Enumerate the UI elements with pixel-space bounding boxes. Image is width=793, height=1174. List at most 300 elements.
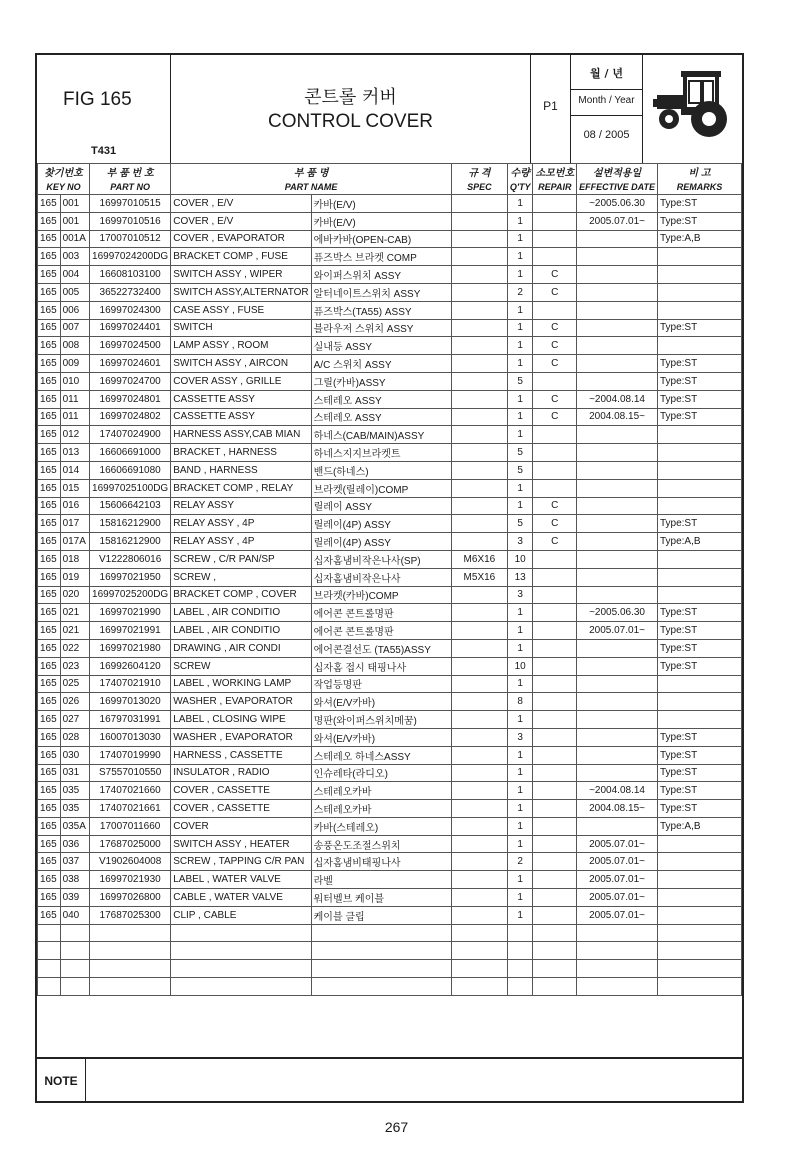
fig-title: FIG 165 (63, 89, 132, 110)
part-name-korean: 하네스지지브라켓트 (311, 444, 451, 462)
part-name-english: LABEL , AIR CONDITIO (171, 604, 311, 622)
part-number: 16997026800 (90, 889, 171, 907)
part-name-english: HARNESS ASSY,CAB MIAN (171, 426, 311, 444)
part-name-english: BAND , HARNESS (171, 461, 311, 479)
spec (451, 408, 507, 426)
key-prefix: 165 (38, 906, 61, 924)
key-number: 011 (60, 390, 89, 408)
table-row (38, 728, 742, 746)
part-number (90, 960, 171, 978)
spec (451, 960, 507, 978)
key-number: 030 (60, 746, 89, 764)
col-remarks-ko: 비 고 (657, 164, 741, 180)
effective-date (577, 337, 658, 355)
part-name-korean: 브라켓(릴레이)COMP (311, 479, 451, 497)
part-name-english: COVER , CASSETTE (171, 782, 311, 800)
part-name-korean: 케이블 클립 (311, 906, 451, 924)
key-number: 026 (60, 693, 89, 711)
spec (451, 461, 507, 479)
effective-date (577, 924, 658, 942)
effective-date (577, 942, 658, 960)
col-name-en: PART NAME (171, 179, 452, 195)
repair-code (533, 586, 577, 604)
effective-date (577, 301, 658, 319)
table-row (38, 497, 742, 515)
part-number: 16997021990 (90, 604, 171, 622)
remarks: Type:ST (657, 319, 741, 337)
part-number: 17687025300 (90, 906, 171, 924)
effective-date (577, 515, 658, 533)
quantity: 1 (507, 764, 533, 782)
col-name-ko: 부 품 명 (171, 164, 452, 180)
col-qty-en: Q'TY (507, 179, 533, 195)
remarks (657, 283, 741, 301)
key-prefix: 165 (38, 693, 61, 711)
quantity: 1 (507, 230, 533, 248)
repair-code: C (533, 266, 577, 284)
part-name-english: RELAY ASSY , 4P (171, 533, 311, 551)
quantity: 10 (507, 550, 533, 568)
col-key-en: KEY NO (38, 179, 90, 195)
key-number: 017A (60, 533, 89, 551)
quantity: 10 (507, 657, 533, 675)
remarks: Type:ST (657, 372, 741, 390)
model-code: T431 (91, 145, 117, 157)
part-name-english (171, 924, 311, 942)
parts-table (37, 163, 742, 996)
effective-date (577, 764, 658, 782)
part-number (90, 978, 171, 996)
part-number: 16997024802 (90, 408, 171, 426)
quantity: 1 (507, 248, 533, 266)
repair-code (533, 817, 577, 835)
part-number: 16606691080 (90, 461, 171, 479)
repair-code (533, 426, 577, 444)
part-number: 16992604120 (90, 657, 171, 675)
quantity: 1 (507, 711, 533, 729)
quantity: 1 (507, 622, 533, 640)
title-english: CONTROL COVER (267, 111, 434, 132)
remarks (657, 266, 741, 284)
part-number: 16997010515 (90, 195, 171, 213)
key-number: 038 (60, 871, 89, 889)
part-name-english: SCREW , C/R PAN/SP (171, 550, 311, 568)
table-row (38, 782, 742, 800)
part-name-english: SWITCH ASSY , WIPER (171, 266, 311, 284)
quantity (507, 978, 533, 996)
part-name-korean: 십자홈냄비작은나사 (311, 568, 451, 586)
col-qty-ko: 수량 (507, 164, 533, 180)
remarks: Type:ST (657, 408, 741, 426)
quantity: 5 (507, 461, 533, 479)
part-name-korean: 릴레이(4P) ASSY (311, 515, 451, 533)
date-label-korean: 월 / 년 (590, 67, 623, 80)
repair-code (533, 889, 577, 907)
part-name-english: LABEL , CLOSING WIPE (171, 711, 311, 729)
table-row (38, 693, 742, 711)
key-number: 001A (60, 230, 89, 248)
effective-date (577, 355, 658, 373)
quantity: 13 (507, 568, 533, 586)
key-prefix (38, 978, 61, 996)
effective-date (577, 479, 658, 497)
part-name-korean: 작업등명판 (311, 675, 451, 693)
remarks (657, 426, 741, 444)
quantity: 1 (507, 835, 533, 853)
table-row (38, 355, 742, 373)
key-prefix: 165 (38, 728, 61, 746)
part-number: 15606642103 (90, 497, 171, 515)
part-name-korean: 하네스(CAB/MAIN)ASSY (311, 426, 451, 444)
table-row (38, 746, 742, 764)
remarks (657, 337, 741, 355)
quantity: 1 (507, 746, 533, 764)
key-number: 020 (60, 586, 89, 604)
remarks: Type:ST (657, 728, 741, 746)
key-prefix: 165 (38, 212, 61, 230)
remarks (657, 248, 741, 266)
key-prefix: 165 (38, 853, 61, 871)
effective-date (577, 319, 658, 337)
key-prefix: 165 (38, 337, 61, 355)
part-name-korean: 릴레이 ASSY (311, 497, 451, 515)
part-name-english: COVER , E/V (171, 195, 311, 213)
part-name-english: CASSETTE ASSY (171, 390, 311, 408)
part-name-korean: 브라켓(카바)COMP (311, 586, 451, 604)
page-number: 267 (384, 1119, 409, 1135)
table-row (38, 444, 742, 462)
effective-date: 2005.07.01~ (577, 906, 658, 924)
spec (451, 248, 507, 266)
effective-date (577, 497, 658, 515)
remarks (657, 586, 741, 604)
effective-date: 2005.07.01~ (577, 853, 658, 871)
remarks (657, 461, 741, 479)
part-name-english: COVER , CASSETTE (171, 800, 311, 818)
repair-code (533, 960, 577, 978)
part-number: 15816212900 (90, 515, 171, 533)
key-number: 017 (60, 515, 89, 533)
effective-date (577, 230, 658, 248)
key-prefix: 165 (38, 639, 61, 657)
repair-code: C (533, 497, 577, 515)
effective-date (577, 960, 658, 978)
remarks (657, 568, 741, 586)
table-row (38, 550, 742, 568)
remarks: Type:ST (657, 782, 741, 800)
effective-date (577, 426, 658, 444)
spec (451, 355, 507, 373)
part-number: 16997025200DG (90, 586, 171, 604)
key-number: 021 (60, 604, 89, 622)
repair-code (533, 622, 577, 640)
repair-code (533, 800, 577, 818)
part-name-english: COVER , EVAPORATOR (171, 230, 311, 248)
table-row (38, 871, 742, 889)
key-number: 008 (60, 337, 89, 355)
spec (451, 782, 507, 800)
spec (451, 426, 507, 444)
table-row (38, 978, 742, 996)
table-row (38, 604, 742, 622)
repair-code (533, 461, 577, 479)
effective-date (577, 248, 658, 266)
page-code-cell (531, 55, 571, 163)
part-name-english: DRAWING , AIR CONDI (171, 639, 311, 657)
effective-date: 2005.07.01~ (577, 622, 658, 640)
key-number: 027 (60, 711, 89, 729)
quantity: 1 (507, 479, 533, 497)
part-name-english: LABEL , WATER VALVE (171, 871, 311, 889)
part-name-korean: 릴레이(4P) ASSY (311, 533, 451, 551)
key-prefix: 165 (38, 746, 61, 764)
parts-sheet (35, 53, 744, 1103)
remarks (657, 871, 741, 889)
key-number: 021 (60, 622, 89, 640)
key-prefix: 165 (38, 622, 61, 640)
table-row (38, 889, 742, 907)
part-name-korean: 스테레오 ASSY (311, 390, 451, 408)
part-name-korean: 블라우저 스위치 ASSY (311, 319, 451, 337)
key-prefix: 165 (38, 568, 61, 586)
spec (451, 372, 507, 390)
repair-code (533, 711, 577, 729)
repair-code (533, 568, 577, 586)
quantity: 5 (507, 515, 533, 533)
key-prefix: 165 (38, 372, 61, 390)
spec: M5X16 (451, 568, 507, 586)
repair-code: C (533, 533, 577, 551)
effective-date (577, 978, 658, 996)
part-number: 16997013020 (90, 693, 171, 711)
part-name-korean: 에바카바(OPEN-CAB) (311, 230, 451, 248)
title-korean: 콘트롤 커버 (304, 87, 397, 108)
effective-date (577, 586, 658, 604)
key-number: 001 (60, 212, 89, 230)
spec (451, 604, 507, 622)
quantity: 1 (507, 337, 533, 355)
part-name-english: LABEL , WORKING LAMP (171, 675, 311, 693)
key-prefix: 165 (38, 835, 61, 853)
remarks: Type:ST (657, 622, 741, 640)
remarks: Type:ST (657, 639, 741, 657)
part-number: 16997021930 (90, 871, 171, 889)
part-name-english: LAMP ASSY , ROOM (171, 337, 311, 355)
quantity: 1 (507, 497, 533, 515)
key-prefix: 165 (38, 444, 61, 462)
key-prefix: 165 (38, 461, 61, 479)
table-row (38, 568, 742, 586)
effective-date (577, 728, 658, 746)
remarks: Type:ST (657, 355, 741, 373)
key-number: 037 (60, 853, 89, 871)
key-number: 022 (60, 639, 89, 657)
repair-code (533, 212, 577, 230)
part-name-english: CABLE , WATER VALVE (171, 889, 311, 907)
part-number: 16797031991 (90, 711, 171, 729)
part-number: V1222806016 (90, 550, 171, 568)
header-row-korean (38, 164, 742, 180)
remarks: Type:ST (657, 212, 741, 230)
part-name-korean: 스테레오카바 (311, 782, 451, 800)
part-name-korean (311, 960, 451, 978)
part-name-english: WASHER , EVAPORATOR (171, 693, 311, 711)
part-name-korean: 라벨 (311, 871, 451, 889)
remarks (657, 444, 741, 462)
quantity: 2 (507, 283, 533, 301)
remarks (657, 301, 741, 319)
part-name-korean: 카바(E/V) (311, 195, 451, 213)
part-name-korean: 밴드(하네스) (311, 461, 451, 479)
part-name-korean: 그릴(카바)ASSY (311, 372, 451, 390)
table-row (38, 461, 742, 479)
part-name-english: WASHER , EVAPORATOR (171, 728, 311, 746)
spec (451, 444, 507, 462)
part-number: 16997024500 (90, 337, 171, 355)
key-prefix: 165 (38, 301, 61, 319)
part-number: 17407024900 (90, 426, 171, 444)
key-prefix: 165 (38, 675, 61, 693)
key-prefix: 165 (38, 515, 61, 533)
part-name-korean: 퓨즈박스 브라켓 COMP (311, 248, 451, 266)
quantity: 1 (507, 800, 533, 818)
key-prefix: 165 (38, 871, 61, 889)
key-prefix: 165 (38, 711, 61, 729)
part-name-korean: 퓨즈박스(TA55) ASSY (311, 301, 451, 319)
part-number: 17007011660 (90, 817, 171, 835)
repair-code (533, 248, 577, 266)
table-row (38, 533, 742, 551)
repair-code (533, 871, 577, 889)
key-prefix (38, 960, 61, 978)
part-name-korean: 스테레오카바 (311, 800, 451, 818)
key-prefix: 165 (38, 248, 61, 266)
remarks (657, 550, 741, 568)
spec (451, 764, 507, 782)
part-name-korean (311, 942, 451, 960)
repair-code (533, 978, 577, 996)
part-number: 17687025000 (90, 835, 171, 853)
table-row (38, 942, 742, 960)
spec (451, 693, 507, 711)
key-number: 028 (60, 728, 89, 746)
fig-cell (37, 55, 171, 163)
quantity (507, 942, 533, 960)
part-name-korean: 에어콘결선도 (TA55)ASSY (311, 639, 451, 657)
effective-date (577, 746, 658, 764)
effective-date: 2005.07.01~ (577, 835, 658, 853)
repair-code: C (533, 319, 577, 337)
quantity: 1 (507, 604, 533, 622)
part-name-korean: 에어콘 콘트롤명판 (311, 622, 451, 640)
key-prefix (38, 924, 61, 942)
table-row (38, 515, 742, 533)
repair-code (533, 924, 577, 942)
part-name-english: HARNESS , CASSETTE (171, 746, 311, 764)
key-prefix: 165 (38, 479, 61, 497)
repair-code: C (533, 283, 577, 301)
key-number: 040 (60, 906, 89, 924)
part-number: 16606691000 (90, 444, 171, 462)
part-number: 36522732400 (90, 283, 171, 301)
key-number: 025 (60, 675, 89, 693)
col-repair-en: REPAIR (533, 179, 577, 195)
key-prefix: 165 (38, 533, 61, 551)
spec (451, 906, 507, 924)
table-row (38, 817, 742, 835)
part-name-english: SWITCH ASSY , AIRCON (171, 355, 311, 373)
remarks (657, 497, 741, 515)
spec (451, 195, 507, 213)
remarks (657, 906, 741, 924)
part-name-english: COVER , E/V (171, 212, 311, 230)
part-name-korean: 와셔(E/V카바) (311, 693, 451, 711)
part-name-english: SCREW , TAPPING C/R PAN (171, 853, 311, 871)
quantity: 1 (507, 390, 533, 408)
key-number: 012 (60, 426, 89, 444)
key-prefix: 165 (38, 604, 61, 622)
key-number: 006 (60, 301, 89, 319)
parts-body (38, 195, 742, 996)
quantity: 1 (507, 426, 533, 444)
spec (451, 266, 507, 284)
effective-date: 2004.08.15~ (577, 800, 658, 818)
part-name-english: SWITCH ASSY , HEATER (171, 835, 311, 853)
effective-date (577, 550, 658, 568)
key-number: 009 (60, 355, 89, 373)
key-number: 010 (60, 372, 89, 390)
repair-code: C (533, 337, 577, 355)
part-name-english (171, 942, 311, 960)
part-name-english: LABEL , AIR CONDITIO (171, 622, 311, 640)
key-prefix: 165 (38, 426, 61, 444)
col-spec-ko: 규 격 (451, 164, 507, 180)
part-number: 16997024801 (90, 390, 171, 408)
remarks: Type:ST (657, 515, 741, 533)
part-number: 16997025100DG (90, 479, 171, 497)
quantity: 1 (507, 889, 533, 907)
effective-date (577, 372, 658, 390)
quantity: 1 (507, 906, 533, 924)
quantity: 1 (507, 871, 533, 889)
spec: M6X16 (451, 550, 507, 568)
effective-date: 2005.07.01~ (577, 212, 658, 230)
part-number: 17407021660 (90, 782, 171, 800)
effective-date (577, 461, 658, 479)
part-number (90, 924, 171, 942)
tractor-cell (643, 55, 742, 163)
table-row (38, 711, 742, 729)
spec (451, 675, 507, 693)
part-number: 16608103100 (90, 266, 171, 284)
remarks: Type:ST (657, 746, 741, 764)
repair-code (533, 657, 577, 675)
part-name-english: SWITCH ASSY,ALTERNATOR (171, 283, 311, 301)
effective-date: 2004.08.15~ (577, 408, 658, 426)
repair-code (533, 675, 577, 693)
spec (451, 479, 507, 497)
key-number: 031 (60, 764, 89, 782)
quantity: 1 (507, 817, 533, 835)
key-prefix: 165 (38, 764, 61, 782)
key-number (60, 960, 89, 978)
key-number (60, 978, 89, 996)
part-number: 16997010516 (90, 212, 171, 230)
repair-code (533, 693, 577, 711)
effective-date: ~2004.08.14 (577, 782, 658, 800)
effective-date (577, 639, 658, 657)
col-key-ko: 찾기번호 (38, 164, 90, 180)
